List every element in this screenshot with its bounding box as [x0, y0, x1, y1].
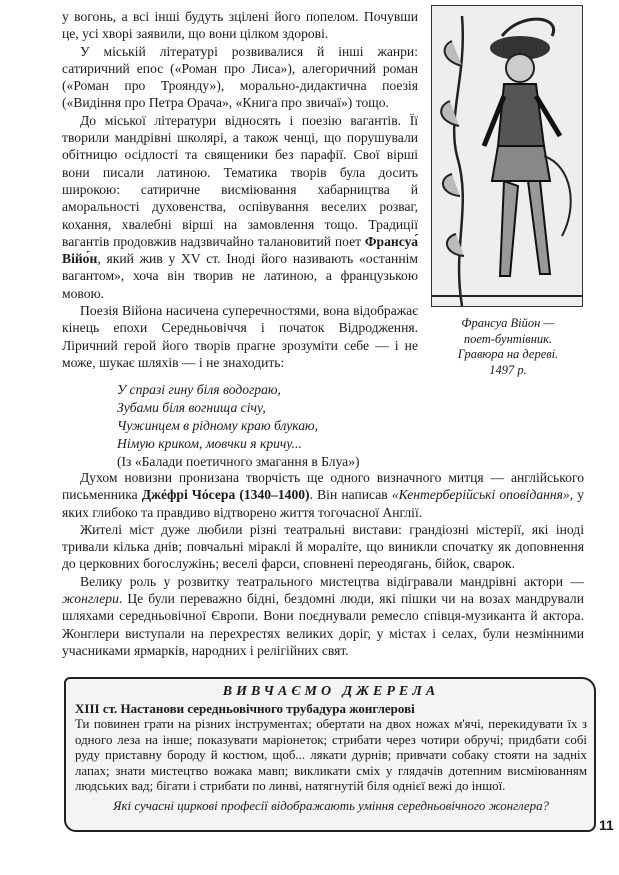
poem-line: Зубами біля вогнища січу, [117, 400, 266, 415]
sources-box-text: Ти повинен грати на різних інструментах; обертати на двох ножах м'ячі, перекидувати їх з одного леза на інше; показувати маріонеток; стрибати через чотири обручі; придбати собі руду приставну бороду й костюм, щоб... лякати дурнів; привчати собаку стояти на задніх лапах; знати мистецтво вожака мавп; викликати сміх у глядачів дотепним висміюванням людських вад; бігати і стрибати по линві, натягнутій біля однієї вежі до іншої. [75, 717, 587, 794]
full-width-text [62, 469, 584, 659]
sources-box [64, 677, 596, 832]
poem-source: (Із «Балади поетичного змагання в Блуа») [117, 454, 360, 469]
paragraph-theatre: Жителі міст дуже любили різні театральні вистави: грандіозні містерії, які іноді тривали кілька днів; повчальні міраклі й мораліте, що виникли спочатку як доповнення до церковних богослужінь; веселі фарси, сповнені переодягань, бійок, сварок. [62, 521, 584, 572]
paragraph-villon-poetry: Поезія Війона насичена суперечностями, вона відображає кінець епохи Середньовіччя і початок Відродження. Ліричний герой його творів прагне зрозуміти себе — і не може, шукає шляхів — і не знаходить: [62, 303, 418, 370]
poem-line: Чужинцем в рідному краю блукаю, [117, 418, 319, 433]
jongleur-term: жонглери [62, 591, 119, 607]
chaucer-work-title: «Кентерберійські оповідання» [391, 487, 570, 503]
text-column [62, 8, 418, 371]
image-caption: Франсуа Війон — поет-бунтівник. Гравюра на дереві. 1497 р. [457, 316, 559, 377]
paragraph-chaucer: Духом новизни пронизана творчість ще одного визначного митця — англійського письменника Джéфрі Чóсера (1340–1400). Він написав «Кентерберійські оповідання», у яких глибоко та правдиво відтворено життя тогочасної Англії. [62, 470, 585, 520]
woodcut-illustration [432, 6, 582, 306]
villon-name: Франсуа́ Війо́н [62, 233, 418, 267]
paragraph-healing-end: у вогонь, а всі інші будуть зцілені його попелом. Почувши це, усі хворі заявили, що вони цілком здорові. [62, 9, 418, 42]
poem-line: Німую криком, мовчки я кричу... [117, 436, 302, 451]
paragraph-vagants: До міської літератури відносять і поезію вагантів. Її творили мандрівні школярі, а також ченці, що порушували обітницю осідлості та священики без парафії. Свої вірші вони писали латиною. Тематика творів була досить широкою: сатиричне висміювання хабарництва й аморальності духовенства, оспівування веселих розваг, кохання, хвалебні вірші на замовлення тощо. Традиції вагантів продовжив надзвичайно талановитий поет Франсуа́ Війо́н, який жив у XV ст. Іноді його називають «останнім вагантом», хоча він творив не латиною, а французькою мовою. [62, 112, 418, 301]
page-number: 11 [599, 817, 614, 833]
sources-box-subtitle: XIII ст. Настанови середньовічного трубадура жонглерові [75, 701, 415, 716]
chaucer-name: Джéфрі Чóсера [141, 487, 236, 503]
sources-box-question: Які сучасні циркові професії відображають уміння середньовічного жонглера? [113, 798, 549, 813]
villon-gravure-image [431, 5, 583, 307]
paragraph-jongleurs: Велику роль у розвитку театрального мистецтва відігравали мандрівні актори — жонглери. Це були переважно бідні, бездомні люди, які пішки чи на возах мандрували шляхами середньовічної Європи. Вони поєднували ремесло співця-музиканта й актора. Жонглери виступали на перехрестях великих доріг, у містах і селах, були незмінними учасниками ярмарків, народних і релігійних свят. [62, 573, 584, 658]
sources-box-title: ВИВЧАЄМО ДЖЕРЕЛА [222, 684, 440, 699]
paragraph-genres: У міській літературі розвивалися й інші жанри: сатиричний епос («Роман про Лиса»), алегоричний роман («Роман про Троянду»), морально-дидактична поезія («Видіння про Петра Орача», «Книга про звичаї») тощо. [62, 43, 418, 111]
poem-excerpt [117, 381, 360, 471]
poem-line: У спразі гину біля водограю, [117, 382, 281, 397]
